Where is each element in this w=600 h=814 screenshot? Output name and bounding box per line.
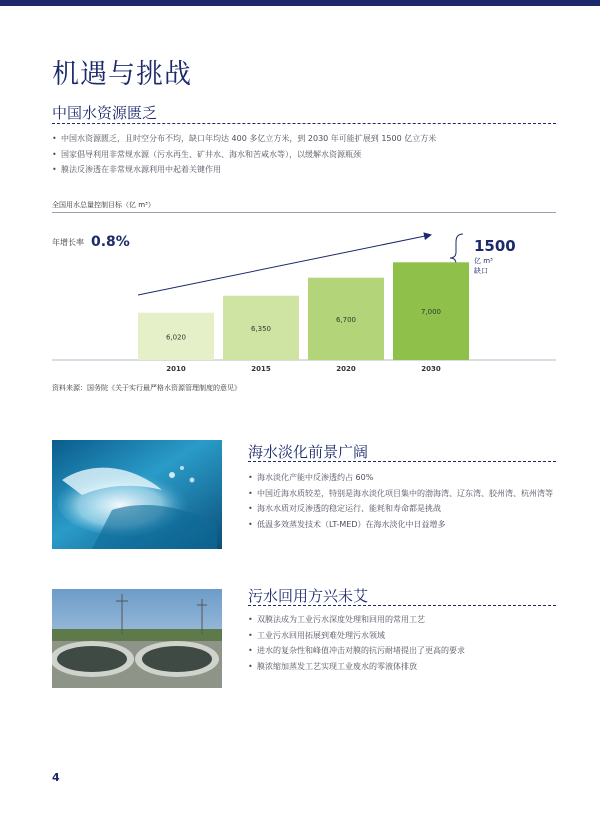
desalination-bullet-list	[248, 470, 558, 532]
gap-value: 1500	[474, 237, 516, 255]
x-tick-label: 2015	[251, 365, 271, 373]
page-title: 机遇与挑战	[52, 59, 192, 90]
desalination-bullet: • 海水水质对反渗透的稳定运行、能耗和寿命都是挑战	[248, 501, 558, 517]
wastewater-heading-divider	[248, 605, 556, 606]
page-number: 4	[52, 771, 60, 784]
trend-arrow	[138, 235, 430, 295]
top-accent-bar	[0, 0, 600, 6]
wastewater-bullet: • 膜浓缩加蒸发工艺实现工业废水的零液体排放	[248, 659, 558, 675]
growth-rate-label: 年增长率	[52, 238, 84, 247]
intro-heading: 中国水资源匮乏	[52, 104, 158, 122]
desalination-heading: 海水淡化前景广阔	[248, 443, 369, 461]
bar-value-label: 6,700	[335, 315, 357, 324]
intro-bullet: • 国家倡导利用非常规水源（污水再生、矿井水、海水和苦咸水等），以缓解水资源瓶颈	[52, 147, 562, 163]
bar-value-label: 6,020	[165, 333, 187, 342]
wastewater-heading: 污水回用方兴未艾	[248, 587, 369, 605]
chart-title: 全国用水总量控制目标（亿 m³）	[52, 201, 155, 209]
wastewater-bullet: • 双膜法成为工业污水深度处理和回用的常用工艺	[248, 612, 558, 628]
wastewater-bullet: • 进水的复杂性和峰值冲击对膜的抗污耐堵提出了更高的要求	[248, 643, 558, 659]
wastewater-bullet-list	[248, 612, 558, 674]
gap-unit: 亿 m³	[474, 257, 493, 265]
bar-value-label: 6,350	[250, 324, 272, 333]
x-tick-label: 2020	[336, 365, 356, 373]
intro-heading-divider	[52, 123, 556, 124]
desalination-heading-divider	[248, 461, 556, 462]
desalination-bullet: • 中国近海水质较差，特别是海水淡化项目集中的渤海湾、辽东湾、胶州湾、杭州湾等	[248, 486, 558, 502]
chart-source: 资料来源：国务院《关于实行最严格水资源管理制度的意见》	[52, 384, 241, 392]
treatment-plant-photo	[52, 589, 222, 688]
desalination-bullet: • 海水淡化产能中反渗透约占 60%	[248, 470, 558, 486]
bar-value-label: 7,000	[420, 308, 442, 317]
wastewater-bullet: • 工业污水回用拓展到难处理污水领域	[248, 628, 558, 644]
chart-bars	[138, 262, 469, 373]
intro-bullet: • 中国水资源匮乏，且时空分布不均，缺口年均达 400 多亿立方米，到 2030 年可能扩展到 1500 亿立方米	[52, 131, 562, 147]
gap-label: 缺口	[474, 267, 488, 275]
desalination-bullet: • 低温多效蒸发技术（LT-MED）在海水淡化中日益增多	[248, 517, 558, 533]
x-tick-label: 2030	[421, 365, 441, 373]
x-tick-label: 2010	[166, 365, 186, 373]
intro-bullet-list	[52, 131, 562, 178]
growth-rate-value: 0.8%	[91, 234, 130, 250]
intro-bullet: • 膜法反渗透在非常规水源利用中起着关键作用	[52, 162, 562, 178]
sea-wave-photo	[52, 440, 222, 549]
water-usage-bar-chart	[0, 212, 600, 382]
